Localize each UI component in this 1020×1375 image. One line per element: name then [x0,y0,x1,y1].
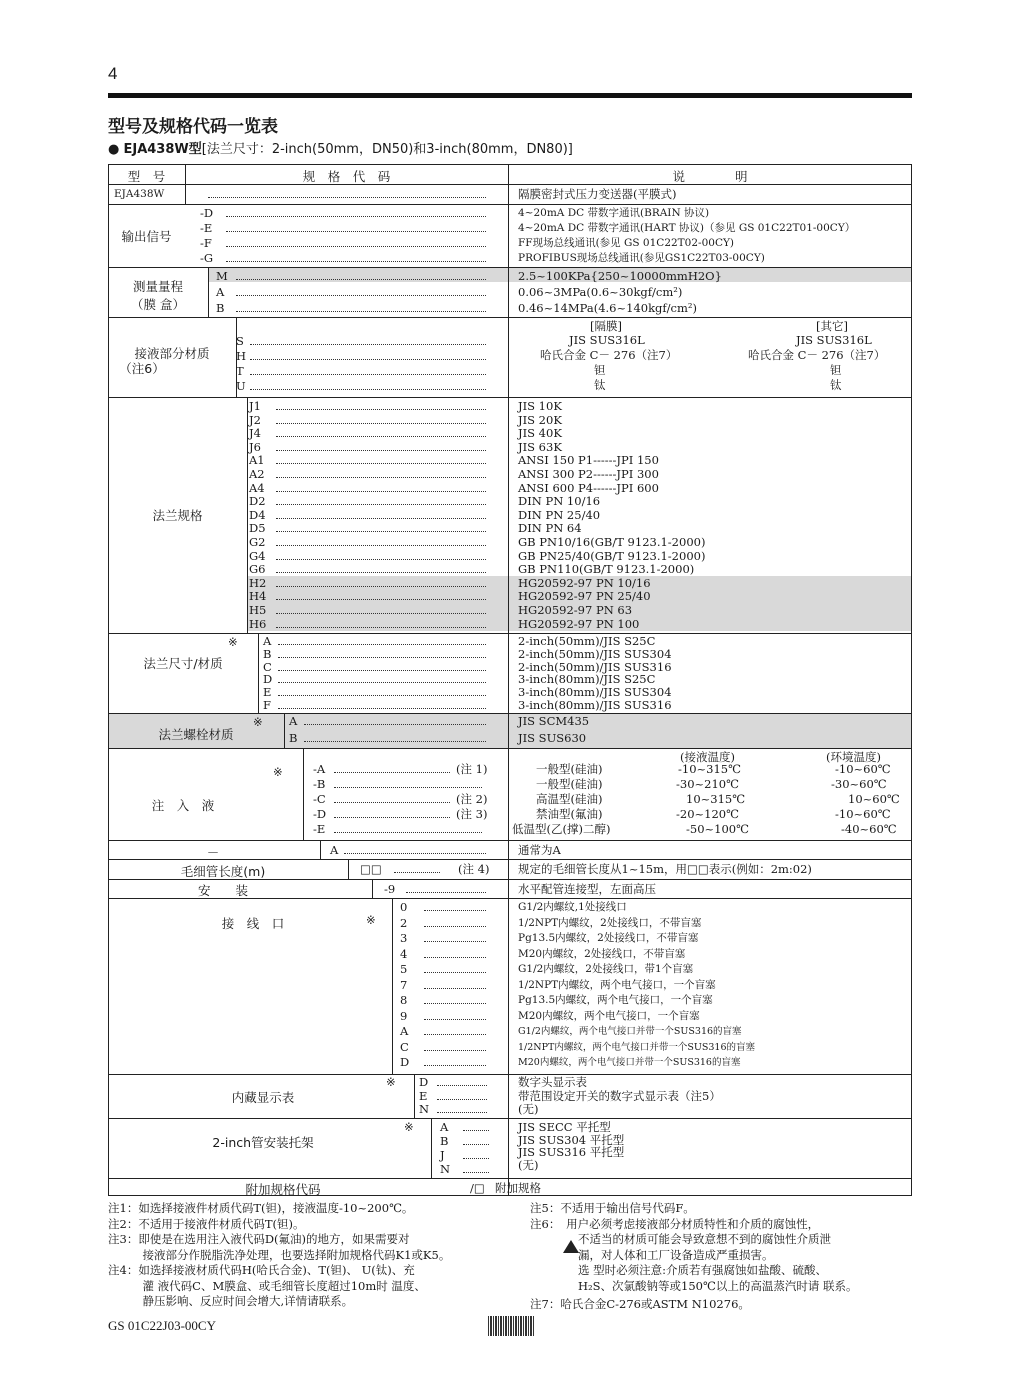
page-subtitle [108,138,573,157]
cell-divider [372,879,373,898]
capillary-desc: 规定的毛细管长度从1~15m，用□□表示(例如：2m:02) [518,862,812,876]
leader-dots [334,802,450,803]
row-line [108,204,912,205]
leader-dots [236,295,486,296]
leader-dots [437,1099,487,1100]
bracket-desc: (无) [518,1157,539,1172]
fill-code: -C [313,792,326,806]
bracket-mark: ※ [404,1120,414,1134]
flange_spec-code: H4 [249,589,267,604]
bolt-desc: JIS SCM435 [518,714,590,728]
bracket-code: N [440,1162,451,1176]
fill-process-temp: -20~120℃ [676,807,739,821]
leader-dots [276,491,486,492]
flange_size-desc: 2-inch(50mm)/JIS SUS304 [518,646,672,661]
flange_spec-code: H5 [249,603,267,617]
flange_spec-code: G6 [249,562,266,577]
conduit-code: 3 [400,931,408,945]
leader-dots [276,559,486,560]
conduit-code: 9 [400,1008,408,1023]
fill-head-ambient: (环境温度) [826,750,881,764]
flange-spec-label: 法兰规格 [152,508,203,523]
leader-dots [278,682,486,683]
leader-dots [424,941,486,942]
leader-dots [424,1003,486,1004]
capillary-code: □□ [360,862,382,876]
table-border [108,164,912,1196]
fill-note: (注 1) [456,762,488,776]
conduit-desc: M20内螺纹，两个电气接口，一个盲塞 [518,1009,700,1022]
conduit-desc: 1/2NPT内螺纹，两个电气接口并带一个SUS316的盲塞 [518,1041,755,1053]
fill-process-temp: 10~315℃ [686,792,746,806]
bolt-code: B [289,731,298,745]
fill-code: -D [313,807,327,821]
fill-ambient-temp: -40~60℃ [841,822,897,836]
flange_spec-desc: ANSI 300 P2------JPI 300 [518,467,659,481]
desc-divider [508,164,509,1196]
leader-dots [226,246,486,247]
leader-dots [250,374,486,375]
conduit-code: 7 [400,977,408,992]
flange_spec-code: A4 [249,480,265,495]
flange_size-code: E [263,685,272,700]
leader-dots [276,599,486,600]
footnote: 漏，对人体和工厂设备造成严重损害。 [578,1247,774,1262]
wetted-diaphragm: 哈氏合金 C－ 276（注7） [540,348,678,362]
row-line [108,713,912,714]
wetted-code: T [236,364,244,378]
conduit-desc: M20内螺纹，2处接线口，不带盲塞 [518,947,686,960]
flange_spec-code: J1 [249,399,261,413]
fill-type: 高温型(硅油) [536,792,603,806]
flange_spec-desc: GB PN25/40(GB/T 9123.1-2000) [518,548,706,563]
flange_size-code: C [263,659,272,674]
wetted-other: 哈氏合金 C－ 276（注7） [748,348,886,362]
leader-dots [463,1158,489,1159]
leader-dots [424,1050,486,1051]
fill-code: -B [313,777,326,791]
dash-row-desc: 通常为A [518,843,561,857]
flange-size-mark: ※ [228,635,238,649]
display-code: D [419,1075,429,1089]
fill-ambient-temp: -10~60℃ [835,762,891,776]
fill-code: -A [313,762,326,776]
dash-row-code: A [330,843,339,857]
flange_spec-code: J6 [249,439,261,454]
footnote: 注1：如选择接液件材质代码T(钽)，接液温度-10~200℃。 [108,1201,414,1215]
cell-divider [414,1074,415,1118]
option-desc: 附加规格 [495,1181,541,1195]
flange_size-desc: 3-inch(80mm)/JIS S25C [518,672,656,687]
footnote: 注5：不适用于输出信号代码F。 [530,1201,695,1215]
cell-divider [258,633,259,713]
flange_size-code: A [263,634,272,648]
fill-code: -E [313,822,326,836]
leader-dots [250,389,486,390]
leader-dots [424,988,486,989]
flange_size-desc: 3-inch(80mm)/JIS SUS304 [518,685,672,700]
row-line [108,840,912,841]
wetted-col2-head: [其它] [816,319,848,333]
conduit-code: D [400,1055,410,1069]
conduit-desc: 1/2NPT内螺纹，2处接线口，不带盲塞 [518,916,702,929]
conduit-desc: Pg13.5内螺纹，2处接线口，不带盲塞 [518,932,699,944]
output-code: -G [200,251,214,265]
flange_spec-desc: HG20592-97 PN 25/40 [518,589,651,604]
wetted-other: 钽 [830,363,842,377]
page-number: 4 [108,64,118,83]
wetted-code: S [236,334,244,348]
footnote: 注6： 用户必须考虑接液部分材质特性和介质的腐蚀性， [530,1216,820,1231]
cell-divider [320,840,321,859]
bolt-code: A [289,714,298,728]
conduit-code: 5 [400,962,408,976]
install-label: 安 装 [197,883,248,898]
flange_spec-code: J4 [249,426,261,441]
conduit-mark: ※ [366,913,376,927]
leader-dots [424,1034,486,1035]
leader-dots [276,545,486,546]
subtitle-detail: [法兰尺寸：2-inch(50mm，DN50)和3-inch(80mm，DN80)] [201,142,573,157]
leader-dots [334,787,482,788]
cell-divider [348,859,349,879]
leader-dots [424,957,486,958]
bracket-label: 2-inch管安装托架 [212,1135,314,1150]
leader-dots [226,216,486,217]
range-code: A [216,285,225,299]
wetted-diaphragm: 钽 [594,363,606,377]
leader-dots [276,531,486,532]
option-code: /□ [470,1181,485,1195]
bolt-label: 法兰螺栓材质 [158,727,234,742]
footer-code: GS 01C22J03-00CY [108,1318,216,1333]
range-desc: 0.46~14MPa(4.6~140kgf/cm²) [518,301,697,315]
header-code: 规 格 代 码 [302,169,391,184]
row-line [108,1178,912,1179]
flange_spec-desc: JIS 20K [518,412,562,427]
footnote: 不适当的材质可能会导致意想不到的腐蚀性介质泄 [578,1232,831,1246]
leader-dots [334,772,450,773]
install-desc: 水平配管连接型，左面高压 [518,882,656,896]
footnote: 静压影响、反应时间会增大,详情请联系。 [108,1294,354,1308]
leader-dots [236,279,486,280]
leader-dots [276,504,486,505]
fill-ambient-temp: 10~60℃ [848,792,900,806]
model-description: 隔膜密封式压力变送器(平膜式) [518,187,677,201]
wetted-diaphragm: JIS SUS316L [569,333,645,347]
wetted-col1-head: [隔膜] [590,319,622,333]
option-label: 附加规格代码 [245,1182,321,1197]
conduit-desc: Pg13.5内螺纹，两个电气接口，一个盲塞 [518,994,713,1006]
range-desc: 0.06~3MPa(0.6~30kgf/cm²) [518,285,683,299]
conduit-desc: 1/2NPT内螺纹，两个电气接口，一个盲塞 [518,978,716,991]
subtitle-model: EJA438W型 [123,142,202,157]
leader-dots [276,409,486,410]
leader-dots [276,613,486,614]
output-label: 输出信号 [121,229,172,244]
conduit-label: 接 线 口 [221,916,285,931]
page-title: 型号及规格代码一览表 [108,117,278,137]
leader-dots [226,261,486,262]
display-mark: ※ [386,1075,396,1089]
flange_spec-desc: GB PN110(GB/T 9123.1-2000) [518,562,695,577]
warning-icon [563,1236,579,1255]
leader-dots [276,423,486,424]
leader-dots [344,853,486,854]
conduit-desc: G1/2内螺纹，两个电气接口并带一个SUS316的盲塞 [518,1026,742,1037]
flange_spec-code: H6 [249,616,267,631]
flange_spec-desc: GB PN10/16(GB/T 9123.1-2000) [518,535,706,549]
fill-process-temp: -50~100℃ [686,822,749,836]
capillary-label: 毛细管长度(m) [180,864,266,879]
barcode [488,1316,534,1336]
leader-dots [276,463,486,464]
flange_spec-desc: ANSI 150 P1------JPI 150 [518,453,659,468]
flange_spec-desc: DIN PN 10/16 [518,494,601,509]
display-code: N [419,1102,430,1116]
flange_spec-code: G2 [249,535,266,549]
cell-divider [208,267,209,317]
leader-dots [304,724,486,725]
bolt-desc: JIS SUS630 [518,731,587,745]
leader-dots [276,572,486,573]
wetted-other: JIS SUS316L [796,333,872,347]
display-desc: (无) [518,1102,539,1116]
leader-dots [278,695,486,696]
leader-dots [334,817,450,818]
model-code: EJA438W [114,188,165,200]
cell-divider [392,898,393,1074]
footnote: H₂S、次氯酸钠等或150℃以上的高温蒸汽时请 联系。 [578,1278,858,1293]
bracket-code: A [440,1120,449,1134]
leader-dots [424,926,486,927]
row-line [108,267,912,268]
conduit-code: 4 [400,946,408,961]
leader-dots [276,477,486,478]
bracket-desc: JIS SECC 平托型 [518,1120,611,1134]
leader-dots [463,1144,489,1145]
flange_spec-desc: DIN PN 25/40 [518,507,601,522]
display-label: 内藏显示表 [231,1090,295,1105]
bracket-code: J [440,1148,445,1162]
bracket-desc: JIS SUS304 平托型 [518,1132,625,1147]
flange_spec-code: D5 [249,521,266,536]
wetted-diaphragm: 钛 [594,378,606,392]
display-desc: 带范围设定开关的数字式显示表（注5） [518,1088,721,1103]
flange_size-code: B [263,646,272,661]
leader-dots [236,311,486,312]
flange-size-label: 法兰尺寸/材质 [143,656,223,671]
fill-ambient-temp: -30~60℃ [831,777,887,791]
conduit-desc: G1/2内螺纹,1处接线口 [518,901,627,913]
leader-dots [424,1065,486,1066]
fill-type: 一般型(硅油) [536,777,603,791]
leader-dots [334,832,482,833]
flange_spec-code: A1 [249,453,265,468]
footnote: 接液部分作脱脂洗净处理，也要选择附加规格代码K1或K5。 [108,1247,451,1262]
fill-type: 低温型(乙(撑)二醇) [512,822,611,836]
dash-row-label: － [206,845,220,860]
wetted-note: （注6） [119,361,165,376]
conduit-code: A [400,1024,409,1038]
row-line [108,397,912,398]
range-code: M [216,269,228,283]
row-line [108,317,912,318]
leader-dots [276,627,486,628]
wetted-other: 钛 [830,378,842,392]
output-desc: PROFIBUS现场总线通讯(参见GS1C22T03-00CY) [518,252,765,264]
bolt-mark: ※ [253,715,263,729]
wetted-label: 接液部分材质 [134,346,210,361]
flange_spec-desc: HG20592-97 PN 100 [518,616,640,631]
footnote: 选 型时必须注意:介质若有强腐蚀如盐酸、硫酸、 [578,1263,828,1277]
flange_spec-code: J2 [249,412,261,427]
conduit-code: 8 [400,993,408,1007]
range-code: B [216,301,225,315]
leader-dots [463,1172,489,1173]
bracket-desc: JIS SUS316 平托型 [518,1145,625,1159]
flange_spec-desc: HG20592-97 PN 10/16 [518,575,651,590]
display-code: E [419,1088,428,1103]
flange_spec-code: G4 [249,548,266,563]
leader-dots [424,1019,486,1020]
footnote: 灌 液代码C、M膜盒、或毛细管长度超过10m时 温度、 [108,1278,426,1293]
output-code: -F [200,236,212,250]
wetted-code: H [236,349,247,363]
leader-dots [406,892,486,893]
leader-dots [226,231,486,232]
fill-type: 禁油型(氟油) [536,807,603,821]
flange_spec-desc: DIN PN 64 [518,521,582,536]
conduit-desc: G1/2内螺纹，2处接线口，带1个盲塞 [518,963,694,975]
leader-dots [278,708,486,709]
output-desc: 4~20mA DC 带数字通讯(HART 协议)（参见 GS 01C22T01-00CY） [518,222,856,234]
flange_size-code: D [263,672,273,687]
leader-dots [437,1112,487,1113]
conduit-code: 0 [400,900,408,914]
footnote: 注7：哈氏合金C-276或ASTM N10276。 [530,1297,750,1311]
flange_size-code: F [263,698,271,712]
flange_spec-code: D2 [249,494,266,509]
leader-dots [276,586,486,587]
flange_size-desc: 2-inch(50mm)/JIS S25C [518,634,656,648]
flange_size-desc: 2-inch(50mm)/JIS SUS316 [518,659,672,674]
leader-dots [278,644,486,645]
conduit-code: C [400,1039,409,1054]
spec-code-table [108,164,912,1196]
leader-dots [424,910,486,911]
leader-dots [437,1085,487,1086]
flange_spec-desc: JIS 63K [518,439,562,454]
leader-dots [250,359,486,360]
row-line [108,859,912,860]
range-label-sub: （膜 盒） [131,297,185,312]
leader-dots [278,670,486,671]
leader-dots [278,657,486,658]
fill-type: 一般型(硅油) [536,762,603,776]
leader-dots [276,450,486,451]
fill-mark: ※ [273,765,283,779]
leader-dots [250,344,486,345]
output-desc: 4~20mA DC 带数字通讯(BRAIN 协议) [518,207,710,219]
capillary-note: (注 4) [458,862,490,876]
output-code: -D [200,206,214,220]
row-line [108,1118,912,1119]
install-code: -9 [384,882,396,896]
header-model: 型 号 [127,169,166,184]
row-line [108,633,912,634]
fill-head-process: (接液温度) [680,750,735,764]
fill-label: 注 入 液 [151,798,215,813]
cell-divider [284,713,285,748]
range-label: 测量量程 [132,279,183,294]
flange_spec-code: H2 [249,575,267,590]
bullet: ● [108,142,120,157]
footnote: 注3：即使是在选用注入液代码D(氟油)的地方，如果需要对 [108,1232,410,1246]
flange_spec-desc: ANSI 600 P4------JPI 600 [518,480,659,495]
output-code: -E [200,221,213,235]
display-desc: 数字头显示表 [518,1075,587,1089]
leader-dots [276,518,486,519]
cell-divider [247,397,248,633]
cell-divider [431,1118,432,1178]
leader-dots [208,197,486,198]
header-rule [108,93,912,98]
fill-process-temp: -10~315℃ [678,762,741,776]
range-desc: 2.5~100KPa{250~10000mmH2O} [518,269,722,283]
header-description: 说 明 [672,169,748,184]
leader-dots [424,972,486,973]
output-desc: FF现场总线通讯(参见 GS 01C22T02-00CY) [518,237,735,249]
leader-dots [276,436,486,437]
flange_size-desc: 3-inch(80mm)/JIS SUS316 [518,698,672,712]
row-line [108,1074,912,1075]
flange_spec-desc: JIS 10K [518,399,562,413]
fill-process-temp: -30~210℃ [676,777,739,791]
footnote: 注4：如选择接液材质代码H(哈氏合金)、T(钽)、 U(钛)、充 [108,1263,415,1277]
flange_spec-desc: JIS 40K [518,426,562,441]
flange_spec-code: D4 [249,507,266,522]
bracket-code: B [440,1134,449,1148]
conduit-desc: M20内螺纹，两个电气接口并带一个SUS316的盲塞 [518,1057,741,1068]
cell-divider [303,748,304,840]
wetted-code: U [236,379,246,393]
row-line [108,748,912,749]
fill-note: (注 3) [456,807,488,821]
flange_spec-desc: HG20592-97 PN 63 [518,603,633,617]
flange_spec-code: A2 [249,467,265,481]
leader-dots [463,1130,489,1131]
leader-dots [304,741,486,742]
footnote: 注2：不适用于接液件材质代码T(钽)。 [108,1216,305,1231]
fill-note: (注 2) [456,792,488,806]
leader-dots [394,872,440,873]
conduit-code: 2 [400,915,408,930]
fill-ambient-temp: -10~60℃ [835,807,891,821]
